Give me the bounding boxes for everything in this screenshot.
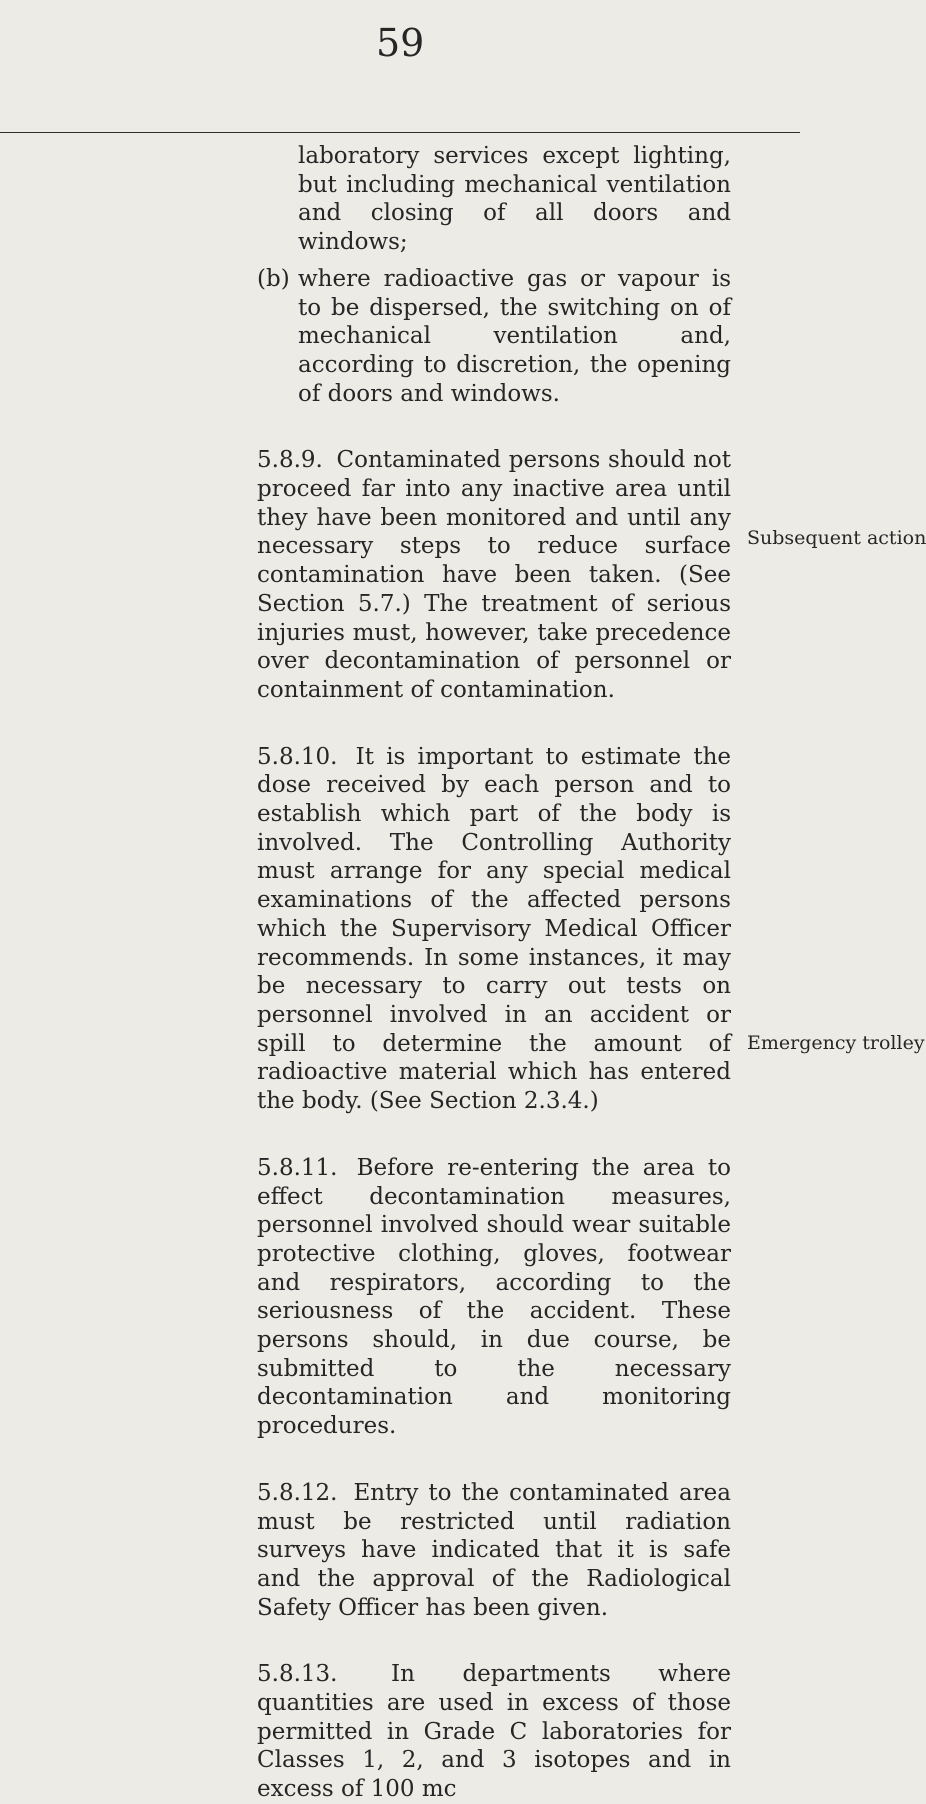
header-rule [0, 132, 800, 133]
body-text [257, 142, 731, 1804]
list-item-b-text: where radioactive gas or vapour is to be dispersed, the switching on of mechanical ventilation and, according to discretion, the opening of doors and windows. [298, 265, 731, 407]
paragraph-5-8-10 [257, 743, 731, 1116]
paragraph-number: 5.8.12. [257, 1479, 338, 1506]
paragraph-number: 5.8.10. [257, 743, 338, 770]
paragraph-number: 5.8.13. [257, 1661, 338, 1688]
paragraph-text: It is important to estimate the dose received by each person and to establish which part of the body is involved. The Controlling Authority must arrange for any special medical examinations of the affected persons which the Supervisory Medical Officer recommends. In some instances, it may be necessary to carry out tests on personnel involved in an accident or spill to determine the amount of radioactive material which has entered the body. (See Section 2.3.4.) [257, 743, 732, 1115]
paragraph-text: Contaminated persons should not proceed far into any inactive area until they have been monitored and until any necessary steps to reduce surface contamination have been taken. (See Section 5.7.) The treatment of serious injuries must, however, take precedence over decontamination of personnel or containment of contamination. [257, 447, 731, 703]
paragraph-5-8-12 [257, 1479, 731, 1623]
paragraph-5-8-9 [257, 446, 731, 704]
paragraph-number: 5.8.11. [257, 1154, 338, 1181]
page-number: 59 [376, 21, 425, 65]
continuation-text: laboratory services except lighting, but including mechanical ventilation and closing of all doors and windows; [298, 143, 731, 256]
paragraph-5-8-11 [257, 1154, 731, 1441]
margin-note-emergency-trolley: Emergency trolley [747, 1032, 925, 1054]
list-item-b [257, 265, 731, 409]
paragraph-number: 5.8.9. [257, 447, 323, 474]
list-item-b-label: (b) [257, 265, 290, 292]
paragraph-text: In departments where quantities are used in excess of those permitted in Grade C laboratories for Classes 1, 2, and 3 isotopes and in excess of 100 mc [257, 1661, 731, 1803]
paragraph-text: Before re-entering the area to effect decontamination measures, personnel involved should wear suitable protective clothing, gloves, footwear and respirators, according to the seriousness of the accident. These persons should, in due course, be submitted to the necessary decontamination and monitoring procedures. [257, 1154, 732, 1440]
margin-note-subsequent-action: Subsequent action [747, 527, 926, 549]
paragraph-text: Entry to the contaminated area must be restricted until radiation surveys have indicated that it is safe and the approval of the Radiological Safety Officer has been given. [257, 1479, 731, 1621]
paragraph-5-8-13 [257, 1660, 731, 1804]
